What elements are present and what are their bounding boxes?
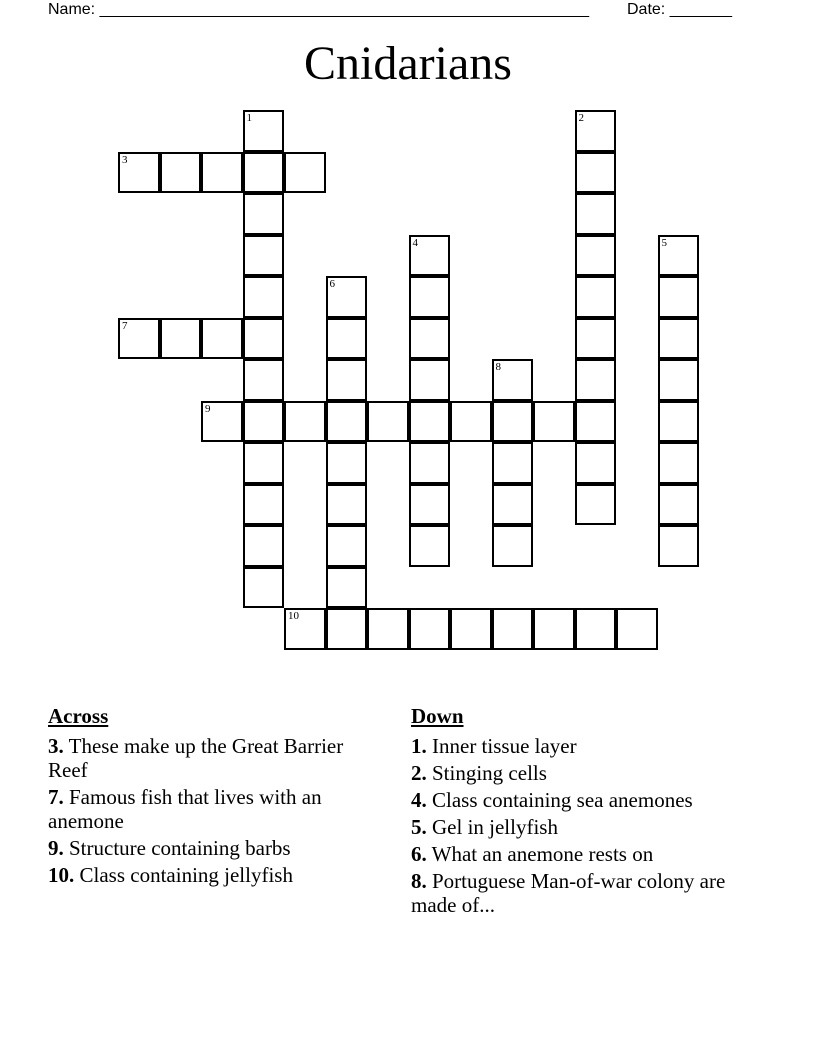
crossword-cell[interactable] — [326, 484, 368, 526]
clue-text: Stinging cells — [432, 761, 547, 785]
crossword-cell[interactable] — [284, 608, 326, 650]
crossword-cell[interactable] — [409, 484, 451, 526]
clue-number: 7. — [48, 785, 64, 809]
crossword-cell[interactable] — [409, 401, 451, 443]
clue-number-label: 3 — [122, 153, 128, 166]
crossword-cell[interactable] — [575, 401, 617, 443]
crossword-cell[interactable] — [450, 608, 492, 650]
crossword-cell[interactable] — [450, 401, 492, 443]
crossword-cell[interactable] — [658, 484, 700, 526]
clue-number: 9. — [48, 836, 64, 860]
crossword-cell[interactable] — [658, 442, 700, 484]
crossword-cell[interactable] — [533, 608, 575, 650]
down-clue — [411, 788, 741, 812]
crossword-cell[interactable] — [658, 276, 700, 318]
crossword-cell[interactable] — [326, 401, 368, 443]
crossword-cell[interactable] — [575, 152, 617, 194]
clue-number-label: 4 — [412, 236, 418, 249]
crossword-cell[interactable] — [118, 152, 160, 194]
clue-number-label: 2 — [578, 112, 584, 124]
crossword-cell[interactable] — [243, 567, 285, 609]
crossword-cell[interactable] — [367, 608, 409, 650]
crossword-cell[interactable] — [575, 110, 617, 152]
clue-number-label: 5 — [661, 236, 667, 249]
crossword-cell[interactable] — [201, 401, 243, 443]
date-field-label: Date: _______ — [627, 1, 732, 18]
down-clues — [411, 704, 741, 920]
crossword-cell[interactable] — [492, 484, 534, 526]
clue-text: Famous fish that lives with an anemone — [48, 785, 322, 833]
crossword-cell[interactable] — [367, 401, 409, 443]
clue-number: 6. — [411, 842, 427, 866]
crossword-cell[interactable] — [492, 359, 534, 401]
clue-text: Structure containing barbs — [69, 836, 291, 860]
crossword-cell[interactable] — [243, 152, 285, 194]
crossword-cell[interactable] — [284, 401, 326, 443]
crossword-cell[interactable] — [492, 401, 534, 443]
clue-number: 10. — [48, 863, 75, 887]
crossword-cell[interactable] — [616, 608, 658, 650]
crossword-cell[interactable] — [575, 276, 617, 318]
down-heading: Down — [411, 704, 464, 728]
clue-number: 8. — [411, 869, 427, 893]
crossword-cell[interactable] — [326, 359, 368, 401]
crossword-cell[interactable] — [658, 235, 700, 277]
down-clue — [411, 842, 741, 866]
clue-number-label: 1 — [246, 112, 252, 124]
crossword-cell[interactable] — [575, 608, 617, 650]
crossword-cell[interactable] — [658, 401, 700, 443]
crossword-cell[interactable] — [243, 525, 285, 567]
crossword-cell[interactable] — [575, 359, 617, 401]
clue-number-label: 8 — [495, 361, 501, 373]
crossword-cell[interactable] — [243, 442, 285, 484]
crossword-cell[interactable] — [492, 442, 534, 484]
across-clue — [48, 734, 388, 782]
clue-text: Portuguese Man-of-war colony are made of... — [411, 869, 726, 917]
crossword-cell[interactable] — [243, 359, 285, 401]
clue-number: 5. — [411, 815, 427, 839]
clue-text: What an anemone rests on — [431, 842, 654, 866]
clue-text: Gel in jellyfish — [432, 815, 558, 839]
crossword-cell[interactable] — [284, 152, 326, 194]
crossword-cell[interactable] — [409, 235, 451, 277]
clue-number: 1. — [411, 734, 427, 758]
clue-text: Class containing sea anemones — [432, 788, 693, 812]
across-clue — [48, 836, 388, 860]
across-clue — [48, 863, 388, 887]
crossword-cell[interactable] — [658, 525, 700, 567]
crossword-cell[interactable] — [326, 318, 368, 360]
clue-text: Class containing jellyfish — [79, 863, 293, 887]
crossword-cell[interactable] — [658, 318, 700, 360]
clue-number: 3. — [48, 734, 64, 758]
crossword-cell[interactable] — [409, 359, 451, 401]
clue-number-label: 10 — [288, 610, 299, 622]
crossword-cell[interactable] — [326, 442, 368, 484]
crossword-cell[interactable] — [243, 193, 285, 235]
crossword-cell[interactable] — [533, 401, 575, 443]
crossword-cell[interactable] — [201, 152, 243, 194]
crossword-cell[interactable] — [160, 152, 202, 194]
across-heading: Across — [48, 704, 109, 728]
name-field-label: Name: _______________________________________________________ — [48, 1, 589, 18]
crossword-cell[interactable] — [492, 608, 534, 650]
crossword-cell[interactable] — [160, 318, 202, 360]
across-clues — [48, 704, 388, 890]
crossword-cell[interactable] — [575, 442, 617, 484]
clue-number: 4. — [411, 788, 427, 812]
down-clue — [411, 815, 741, 839]
page-title: Cnidarians — [304, 37, 512, 90]
crossword-cell[interactable] — [243, 235, 285, 277]
crossword-cell[interactable] — [575, 484, 617, 526]
crossword-cell[interactable] — [409, 525, 451, 567]
crossword-cell[interactable] — [575, 193, 617, 235]
crossword-cell[interactable] — [326, 276, 368, 318]
crossword-cell[interactable] — [326, 567, 368, 609]
crossword-cell[interactable] — [575, 318, 617, 360]
crossword-cell[interactable] — [409, 318, 451, 360]
clue-text: Inner tissue layer — [432, 734, 577, 758]
clue-number-label: 7 — [122, 319, 128, 332]
crossword-cell[interactable] — [409, 608, 451, 650]
crossword-cell[interactable] — [409, 276, 451, 318]
down-clue — [411, 869, 741, 917]
crossword-cell[interactable] — [243, 276, 285, 318]
clue-number-label: 9 — [205, 402, 211, 415]
clue-text: These make up the Great Barrier Reef — [48, 734, 344, 782]
down-clue — [411, 761, 741, 785]
crossword-cell[interactable] — [492, 525, 534, 567]
clue-number: 2. — [411, 761, 427, 785]
crossword-cell[interactable] — [658, 359, 700, 401]
crossword-cell[interactable] — [575, 235, 617, 277]
crossword-cell[interactable] — [326, 525, 368, 567]
crossword-cell[interactable] — [243, 318, 285, 360]
crossword-cell[interactable] — [243, 110, 285, 152]
down-clue — [411, 734, 741, 758]
clue-number-label: 6 — [329, 278, 335, 290]
crossword-cell[interactable] — [326, 608, 368, 650]
crossword-cell[interactable] — [201, 318, 243, 360]
across-clue — [48, 785, 388, 833]
crossword-cell[interactable] — [118, 318, 160, 360]
crossword-cell[interactable] — [409, 442, 451, 484]
crossword-cell[interactable] — [243, 401, 285, 443]
crossword-cell[interactable] — [243, 484, 285, 526]
